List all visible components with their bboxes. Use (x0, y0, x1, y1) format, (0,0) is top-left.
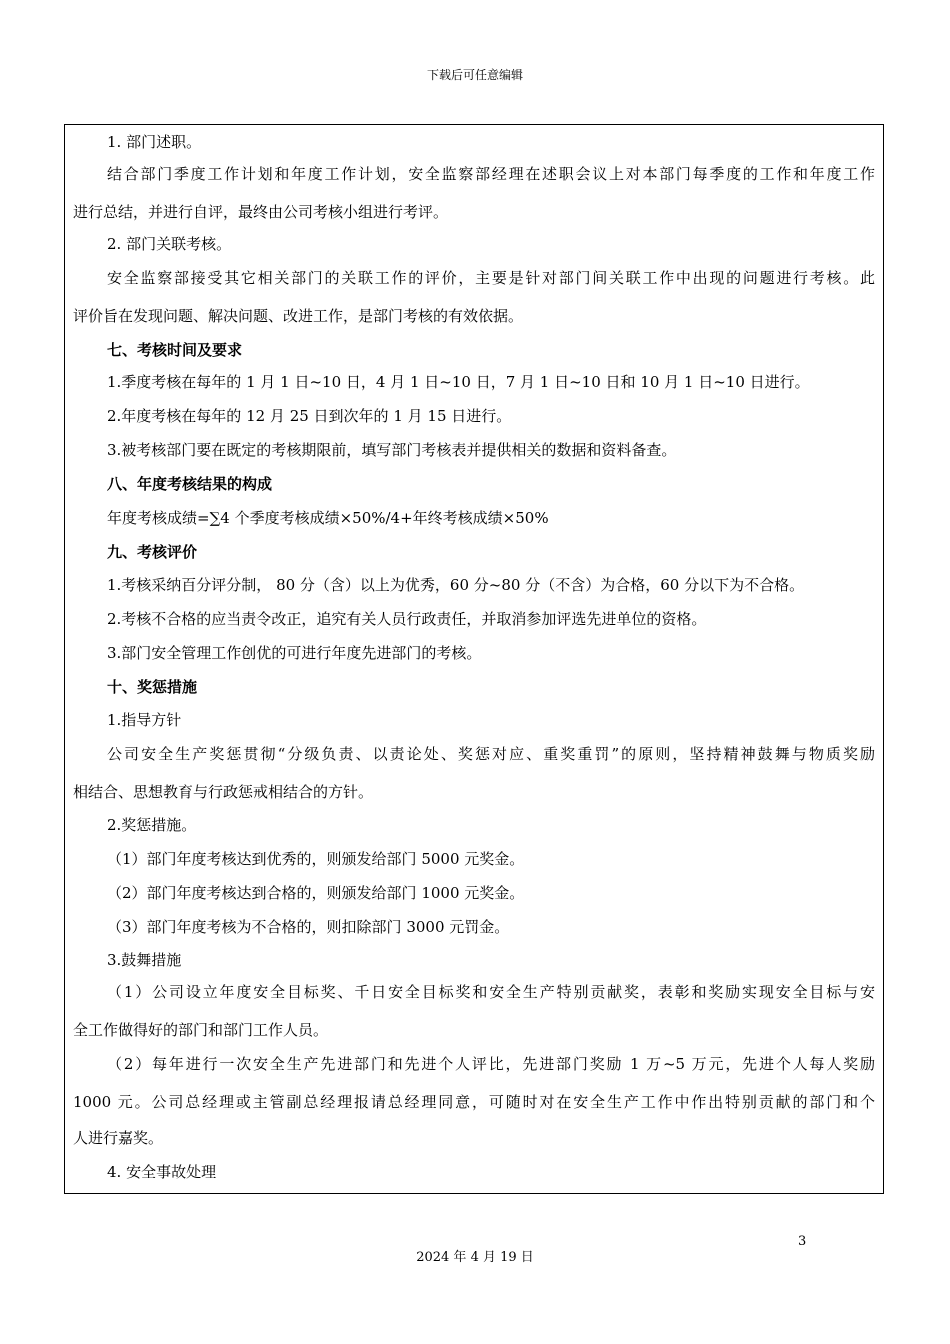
page-number: 3 (798, 1234, 807, 1249)
text-line: 1. 部门述职。 (107, 133, 202, 151)
text-line: 全工作做得好的部门和部门工作人员。 (73, 1021, 329, 1039)
content-frame (64, 124, 884, 1194)
text-line: 评价旨在发现问题、解决问题、改进工作，是部门考核的有效依据。 (73, 307, 524, 325)
text-line: 人进行嘉奖。 (73, 1129, 164, 1147)
section-heading: 十、奖惩措施 (107, 678, 198, 696)
section-heading: 九、考核评价 (107, 543, 198, 561)
text-line: 1.考核采纳百分评分制， 80 分（含）以上为优秀，60 分~80 分（不含）为合格，60 分以下为不合格。 (107, 576, 805, 594)
text-line: 3.部门安全管理工作创优的可进行年度先进部门的考核。 (107, 644, 482, 662)
text-line: 结合部门季度工作计划和年度工作计划，安全监察部经理在述职会议上对本部门每季度的工作和年度工作 (107, 165, 875, 183)
text-line: 3.被考核部门要在既定的考核期限前，填写部门考核表并提供相关的数据和资料备查。 (107, 441, 677, 459)
text-line: 安全监察部接受其它相关部门的关联工作的评价，主要是针对部门间关联工作中出现的问题进行考核。此 (107, 269, 875, 287)
section-heading: 八、年度考核结果的构成 (107, 475, 273, 493)
footer-date: 2024 年 4 月 19 日 (416, 1250, 534, 1265)
text-line: 相结合、思想教育与行政惩戒相结合的方针。 (73, 783, 374, 801)
text-line: 2. 部门关联考核。 (107, 235, 232, 253)
formula-line: 年度考核成绩=∑4 个季度考核成绩×50%/4+年终考核成绩×50% (107, 509, 549, 527)
text-line: 2.考核不合格的应当责令改正，追究有关人员行政责任，并取消参加评选先进单位的资格。 (107, 610, 707, 628)
text-line: 1.季度考核在每年的 1 月 1 日~10 日，4 月 1 日~10 日，7 月 1 日~10 日和 10 月 1 日~10 日进行。 (107, 373, 810, 391)
text-line: 公司安全生产奖惩贯彻“分级负责、以责论处、奖惩对应、重奖重罚”的原则，坚持精神鼓舞与物质奖励 (107, 745, 875, 763)
text-line: 进行总结，并进行自评，最终由公司考核小组进行考评。 (73, 203, 449, 221)
text-line: 1000 元。公司总经理或主管副总经理报请总经理同意，可随时对在安全生产工作中作出特别贡献的部门和个 (73, 1093, 875, 1111)
text-line: （1）公司设立年度安全目标奖、千日安全目标奖和安全生产特别贡献奖，表彰和奖励实现安全目标与安 (107, 983, 875, 1001)
text-line: 1.指导方针 (107, 711, 182, 729)
text-line: 2.年度考核在每年的 12 月 25 日到次年的 1 月 15 日进行。 (107, 407, 512, 425)
text-line: （3）部门年度考核为不合格的，则扣除部门 3000 元罚金。 (107, 918, 510, 936)
text-line: （2）部门年度考核达到合格的，则颁发给部门 1000 元奖金。 (107, 884, 525, 902)
text-line: 4. 安全事故处理 (107, 1163, 217, 1181)
text-line: （1）部门年度考核达到优秀的，则颁发给部门 5000 元奖金。 (107, 850, 525, 868)
section-heading: 七、考核时间及要求 (107, 341, 243, 359)
text-line: （2）每年进行一次安全生产先进部门和先进个人评比，先进部门奖励 1 万~5 万元，先进个人每人奖励 (107, 1055, 875, 1073)
text-line: 3.鼓舞措施 (107, 951, 182, 969)
text-line: 2.奖惩措施。 (107, 816, 197, 834)
page-header: 下载后可任意编辑 (426, 68, 523, 82)
